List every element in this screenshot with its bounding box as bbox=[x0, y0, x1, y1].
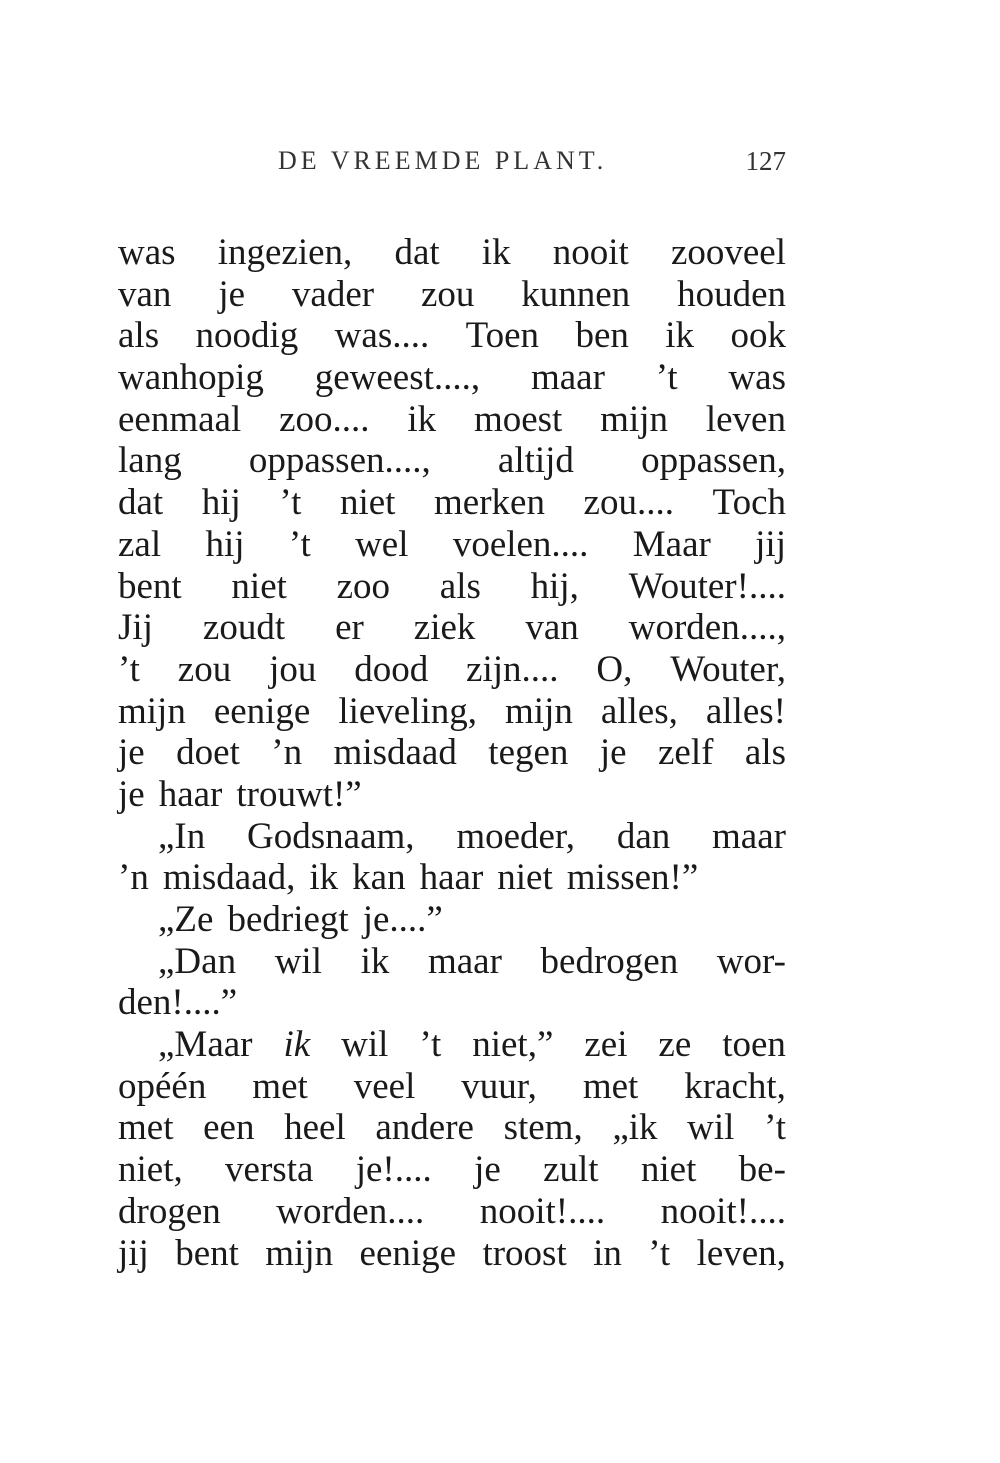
body-text bbox=[118, 232, 786, 1274]
text-line: „In Godsnaam, moeder, dan maar bbox=[158, 815, 786, 857]
text-line: ’t zou jou dood zijn.... O, Wouter, bbox=[118, 648, 786, 690]
text-line: wanhopig geweest...., maar ’t was bbox=[118, 357, 786, 399]
text-line: je haar trouwt!” bbox=[118, 773, 362, 815]
page-number: 127 bbox=[745, 146, 786, 176]
text-line: als noodig was.... Toen ben ik ook bbox=[118, 315, 786, 357]
text-line: was ingezien, dat ik nooit zooveel bbox=[118, 232, 786, 273]
text-line: ’n misdaad, ik kan haar niet missen!” bbox=[118, 857, 699, 899]
text-line: mijn eenige lieveling, mijn alles, alles! bbox=[118, 690, 786, 732]
text-line: jij bent mijn eenige troost in ’t leven, bbox=[118, 1232, 786, 1274]
running-title: DE VREEMDE PLANT. bbox=[278, 146, 608, 175]
text-line: je doet ’n misdaad tegen je zelf als bbox=[118, 732, 786, 774]
text-line: met een heel andere stem, „ik wil ’t bbox=[118, 1107, 786, 1149]
text-line: Jij zoudt er ziek van worden...., bbox=[118, 607, 786, 649]
text-line: eenmaal zoo.... ik moest mijn leven bbox=[118, 398, 786, 440]
text-line: dat hij ’t niet merken zou.... Toch bbox=[118, 482, 786, 524]
text-line: niet, versta je!.... je zult niet be- bbox=[118, 1149, 786, 1191]
text-line: „Ze bedriegt je....” bbox=[158, 899, 443, 940]
text-line: den!....” bbox=[118, 982, 238, 1024]
text-line: „Dan wil ik maar bedrogen wor- bbox=[158, 940, 786, 982]
page-header bbox=[118, 146, 786, 186]
text-line: „Maar ik wil ’t niet,” zei ze toen bbox=[158, 1024, 786, 1066]
text-line: bent niet zoo als hij, Wouter!.... bbox=[118, 565, 786, 607]
text-line: zal hij ’t wel voelen.... Maar jij bbox=[118, 523, 786, 565]
text-line: lang oppassen...., altijd oppassen, bbox=[118, 440, 786, 482]
text-line: opéén met veel vuur, met kracht, bbox=[118, 1065, 786, 1107]
text-line: van je vader zou kunnen houden bbox=[118, 273, 786, 315]
text-line: drogen worden.... nooit!.... nooit!.... bbox=[118, 1190, 786, 1232]
